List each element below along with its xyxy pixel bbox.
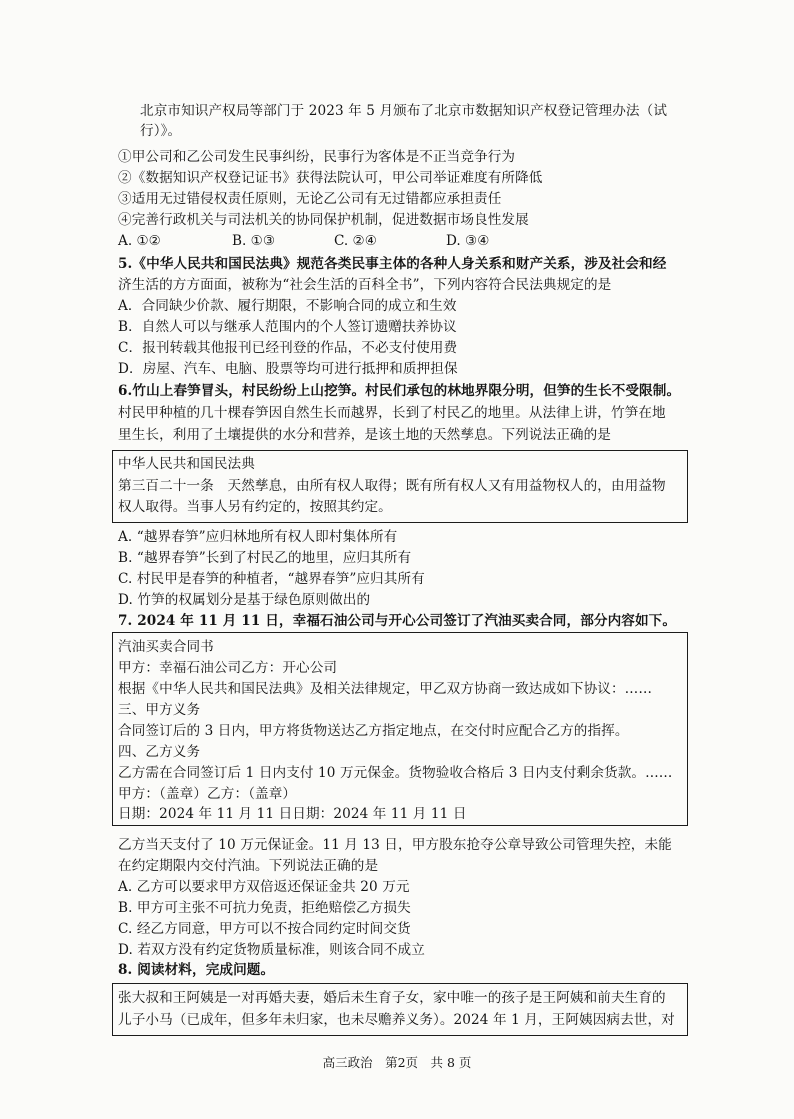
q4-option-a[interactable]: A. ①② [118,233,161,249]
q7-option-b[interactable]: B. 甲方可主张不可抗力免责，拒绝赔偿乙方损失 [118,900,411,916]
box-title: 中华人民共和国民法典 [118,456,255,472]
contract-line: 乙方需在合同签订后 1 日内支付 10 万元保金。货物验收合格后 3 日内支付剩余货款。…… [118,765,673,781]
q5-stem: 济生活的方方面面，被称为“社会生活的百科全书”，下列内容符合民法典规定的是 [118,277,612,293]
q4-option-c[interactable]: C. ②④ [334,233,377,249]
contract-line: 四、乙方义务 [118,744,201,760]
q7-stem: 7. 2024 年 11 月 11 日，幸福石油公司与开心公司签订了汽油买卖合同，部分内容如下。 [118,613,677,629]
contract-line: 合同签订后的 3 日内，甲方将货物送达乙方指定地点，在交付时应配合乙方的指挥。 [118,723,629,739]
q4-option-d[interactable]: D. ③④ [446,233,490,249]
q6-stem: 里生长，利用了土壤提供的水分和营养，是该土地的天然孳息。下列说法正确的是 [118,427,611,443]
box-text: 权人取得。当事人另有约定的，按照其约定。 [118,499,392,515]
material-line: 张大叔和王阿姨是一对再婚夫妻，婚后未生育子女，家中唯一的孩子是王阿姨和前夫生育的 [118,990,666,1006]
statement-3: ③适用无过错侵权责任原则，无论乙公司有无过错都应承担责任 [118,191,502,207]
q5-option-a[interactable]: A．合同缺少价款、履行期限，不影响合同的成立和生效 [118,298,457,314]
q7-stem: 在约定期限内交付汽油。下列说法正确的是 [118,858,379,874]
q7-option-a[interactable]: A. 乙方可以要求甲方双倍返还保证金共 20 万元 [118,879,410,895]
contract-line: 根据《中华人民共和国民法典》及相关法律规定，甲乙双方协商一致达成如下协议：…… [118,681,653,697]
q6-stem: 村民甲种植的几十棵春笋因自然生长而越界，长到了村民乙的地里。从法律上讲，竹笋在地 [118,405,666,421]
q6-option-c[interactable]: C. 村民甲是春笋的种植者，“越界春笋”应归其所有 [118,571,425,587]
page-footer: 高三政治 第2页 共 8 页 [322,1055,472,1070]
contract-line: 日期：2024 年 11 月 11 日日期：2024 年 11 月 11 日 [118,806,467,822]
intro-line: 行）》。 [140,123,182,139]
q6-option-b[interactable]: B. “越界春笋”长到了村民乙的地里，应归其所有 [118,550,412,566]
q7-option-d[interactable]: D. 若双方没有约定货物质量标准，则该合同不成立 [118,942,425,958]
q4-options [118,231,678,251]
q5-option-d[interactable]: D．房屋、汽车、电脑、股票等均可进行抵押和质押担保 [118,361,458,377]
box-text: 第三百二十一条 天然孳息，由所有权人取得；既有所有权人又有用益物权人的，由用益物 [118,478,666,494]
q8-stem: 8. 阅读材料，完成问题。 [118,962,275,978]
statement-4: ④完善行政机关与司法机关的协同保护机制，促进数据市场良性发展 [118,212,529,228]
contract-title: 汽油买卖合同书 [118,639,214,655]
q7-stem: 乙方当天支付了 10 万元保证金。11 月 13 日，甲方股东抢夺公章导致公司管理失控，未能 [118,837,672,853]
material-line: 儿子小马（已成年，但多年未归家，也未尽赡养义务）。2024 年 1 月，王阿姨因病去世，对 [118,1012,675,1028]
q5-option-c[interactable]: C．报刊转载其他报刊已经刊登的作品，不必支付使用费 [118,340,458,356]
intro-line: 北京市知识产权局等部门于 2023 年 5 月颁布了北京市数据知识产权登记管理办法（试 [140,103,668,119]
q6-option-a[interactable]: A. “越界春笋”应归林地所有权人即村集体所有 [118,529,398,545]
statement-1: ①甲公司和乙公司发生民事纠纷，民事行为客体是不正当竞争行为 [118,149,516,165]
q5-stem: 5.《中华人民共和国民法典》规范各类民事主体的各种人身关系和财产关系，涉及社会和经 [118,256,667,272]
statement-2: ②《数据知识产权登记证书》获得法院认可，甲公司举证难度有所降低 [118,170,543,186]
contract-line: 甲方：幸福石油公司乙方：开心公司 [118,660,338,676]
q6-option-d[interactable]: D. 竹笋的权属划分是基于绿色原则做出的 [118,592,371,608]
q6-stem: 6.竹山上春笋冒头，村民纷纷上山挖笋。村民们承包的林地界限分明，但笋的生长不受限制。 [118,383,681,399]
contract-line: 三、甲方义务 [118,702,201,718]
q7-option-c[interactable]: C. 经乙方同意，甲方可以不按合同约定时间交货 [118,921,411,937]
q4-option-b[interactable]: B. ①③ [232,233,276,249]
contract-line: 甲方：（盖章）乙方：（盖章） [118,786,297,802]
q5-option-b[interactable]: B．自然人可以与继承人范围内的个人签订遗赠扶养协议 [118,319,457,335]
